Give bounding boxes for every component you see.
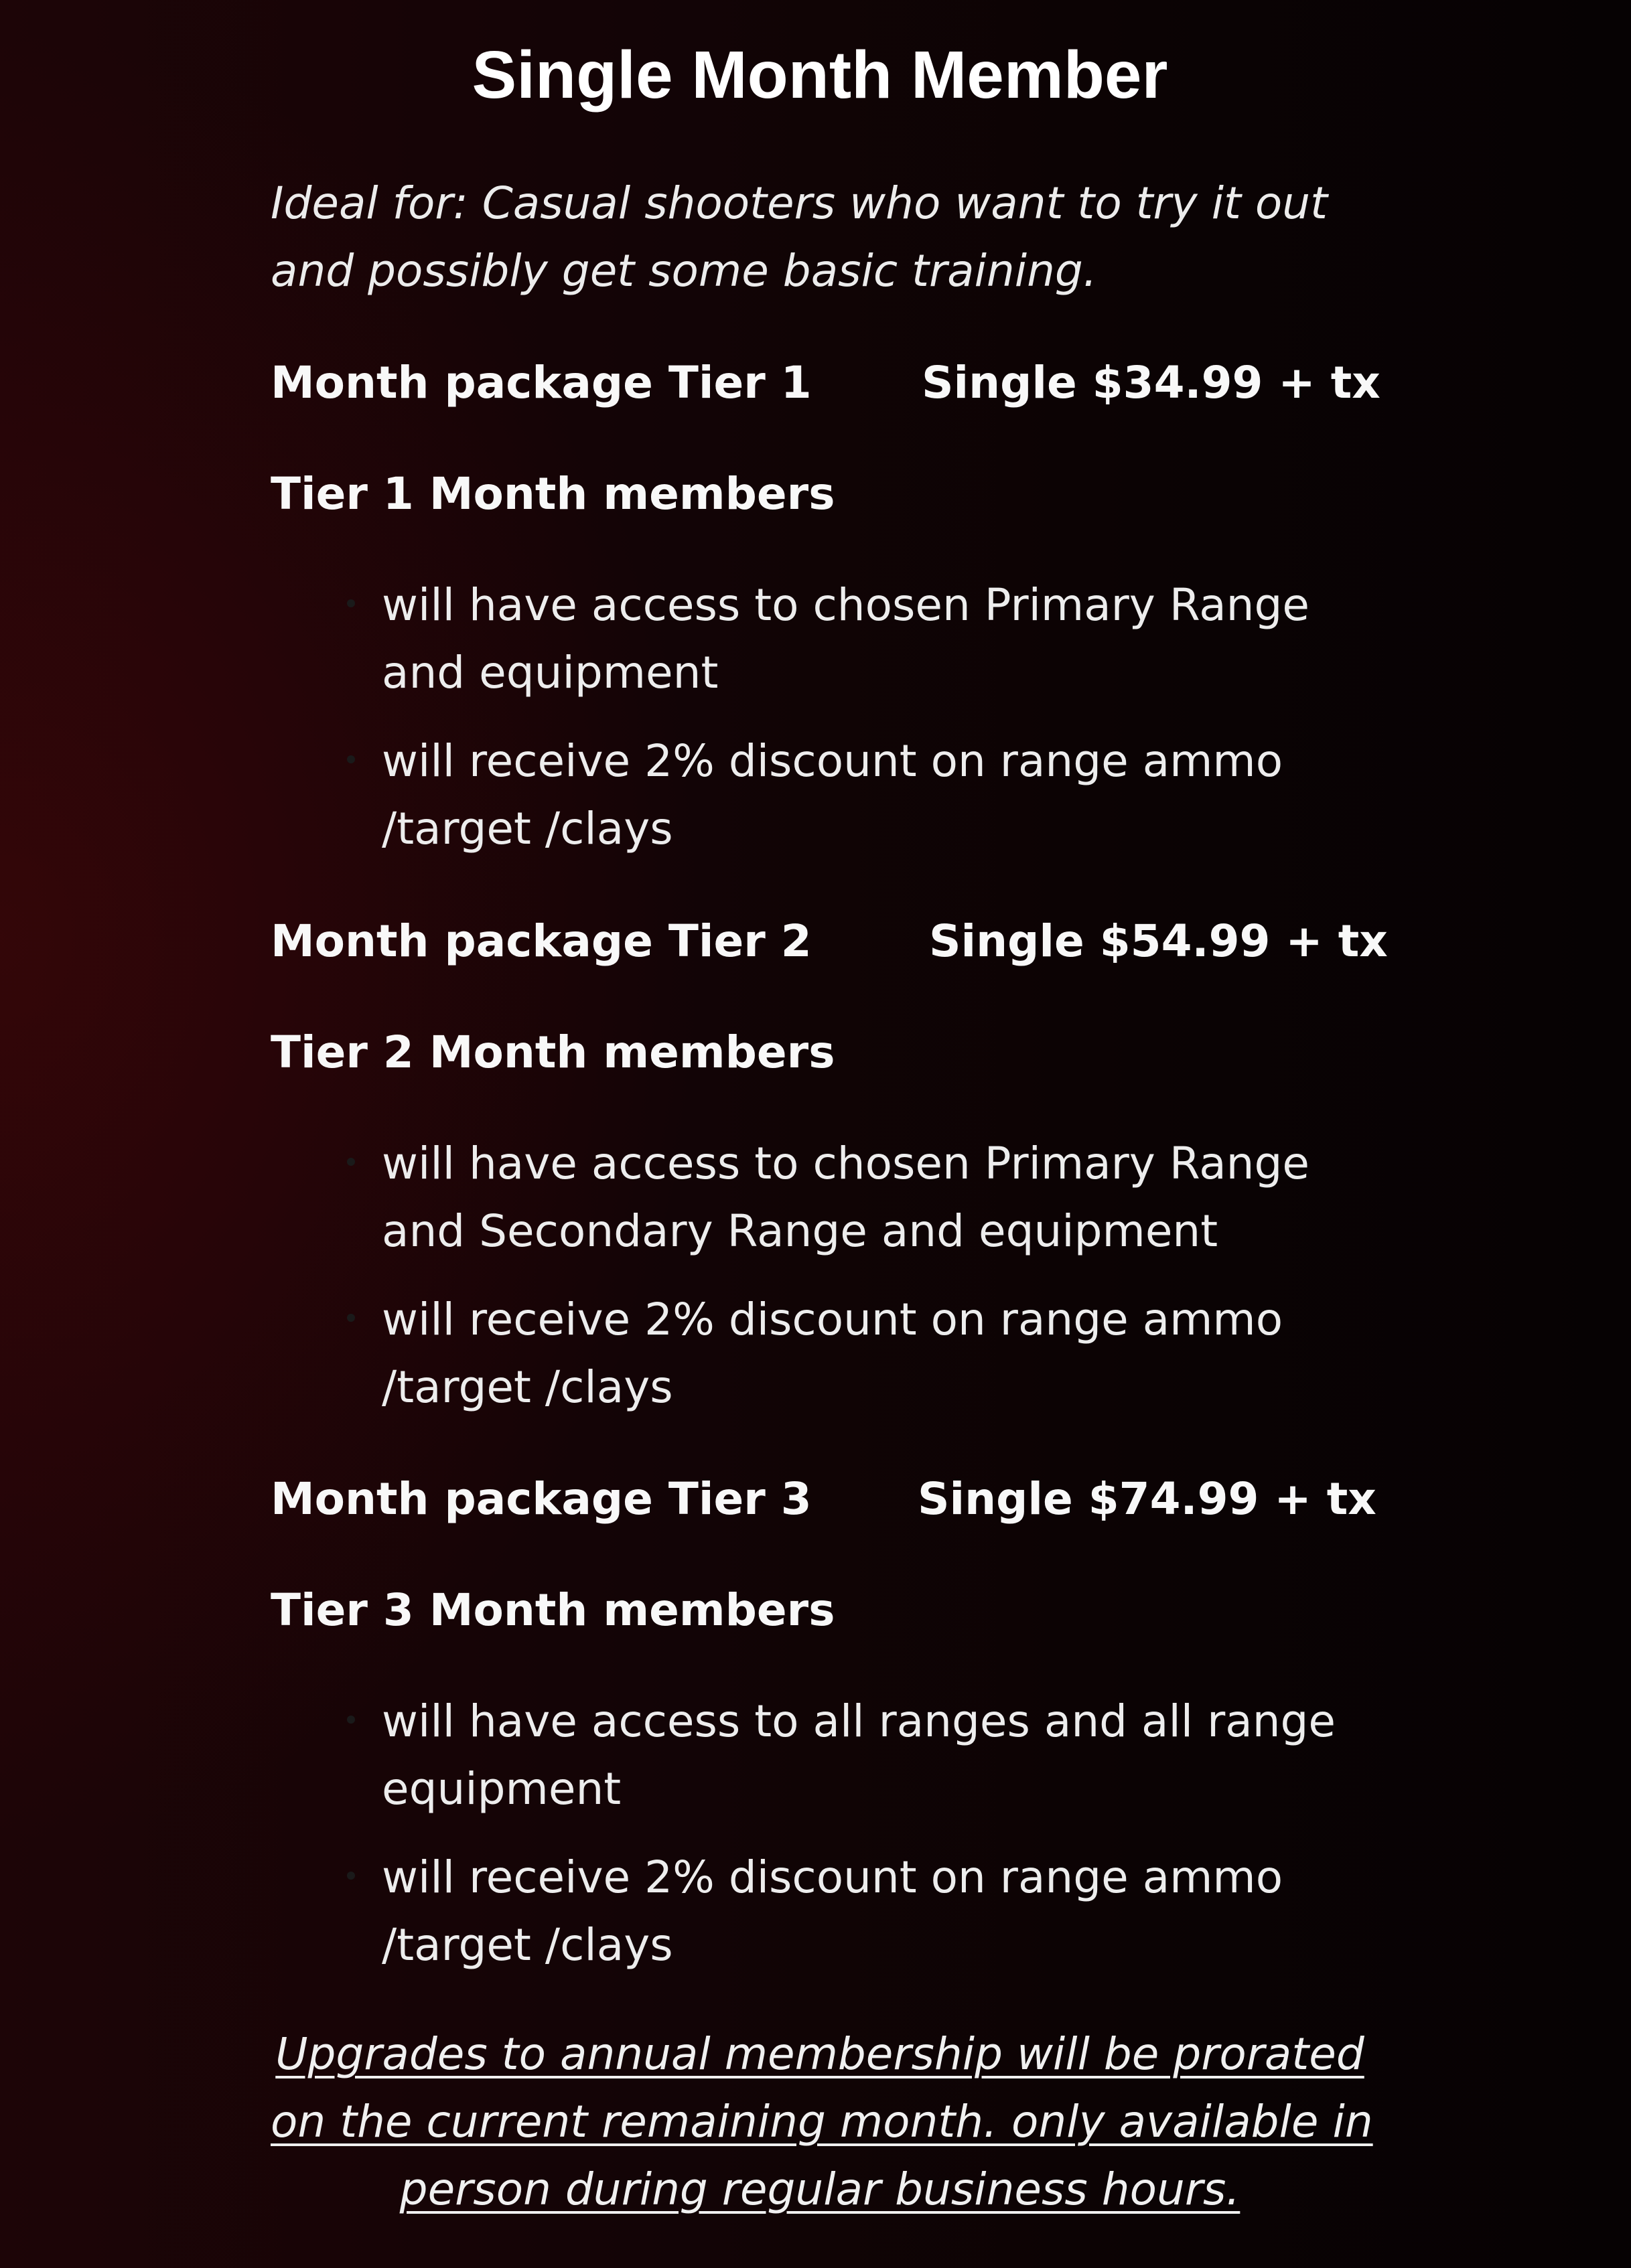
- tier-3-members-heading: Tier 3 Month members: [271, 1584, 835, 1636]
- benefit-line: will have access to all ranges and all range: [382, 1695, 1336, 1747]
- benefit-line: and equipment: [382, 647, 719, 698]
- tier-2-package-label: Month package Tier 2: [271, 915, 812, 967]
- bullet-icon: [347, 1158, 355, 1166]
- footnote-line: on the current remaining month. only available in: [271, 2096, 1373, 2147]
- intro-text: [271, 169, 1356, 305]
- tier-1-package-label: Month package Tier 1: [271, 357, 812, 408]
- bullet-icon: [347, 755, 355, 763]
- footnote-line: person during regular business hours.: [399, 2164, 1240, 2215]
- benefit-line: will receive 2% discount on range ammo: [382, 1851, 1283, 1903]
- bullet-icon: [347, 599, 355, 607]
- benefit-line: /target /clays: [382, 1361, 673, 1413]
- page-title: Single Month Member: [472, 37, 1168, 112]
- intro-line: and possibly get some basic training.: [271, 245, 1097, 297]
- benefit-line: and Secondary Range and equipment: [382, 1205, 1218, 1257]
- tier-3-price: Single $74.99 + tx: [918, 1473, 1376, 1525]
- tier-1-benefit: [382, 571, 1309, 706]
- tier-3-package-label: Month package Tier 3: [271, 1473, 812, 1525]
- tier-2-benefit: [382, 1286, 1283, 1421]
- tier-1-benefit: [382, 727, 1283, 862]
- benefit-line: will have access to chosen Primary Range: [382, 1138, 1310, 1189]
- tier-3-benefit: [382, 1687, 1336, 1823]
- benefit-line: will have access to chosen Primary Range: [382, 579, 1310, 631]
- benefit-line: equipment: [382, 1763, 622, 1815]
- tier-1-price: Single $34.99 + tx: [922, 357, 1380, 408]
- upgrade-footnote: [271, 2020, 1373, 2223]
- benefit-line: will receive 2% discount on range ammo: [382, 1294, 1283, 1345]
- bullet-icon: [347, 1716, 355, 1724]
- tier-2-price: Single $54.99 + tx: [929, 915, 1388, 967]
- benefit-line: /target /clays: [382, 803, 673, 854]
- footnote-line: Upgrades to annual membership will be prorated: [275, 2028, 1364, 2080]
- tier-2-benefit: [382, 1130, 1309, 1265]
- benefit-line: will receive 2% discount on range ammo: [382, 735, 1283, 787]
- benefit-line: /target /clays: [382, 1919, 673, 1971]
- bullet-icon: [347, 1872, 355, 1880]
- tier-2-members-heading: Tier 2 Month members: [271, 1027, 835, 1078]
- intro-line: Ideal for: Casual shooters who want to try it out: [271, 177, 1328, 229]
- bullet-icon: [347, 1314, 355, 1322]
- tier-3-benefit: [382, 1843, 1283, 1979]
- tier-1-members-heading: Tier 1 Month members: [271, 468, 835, 520]
